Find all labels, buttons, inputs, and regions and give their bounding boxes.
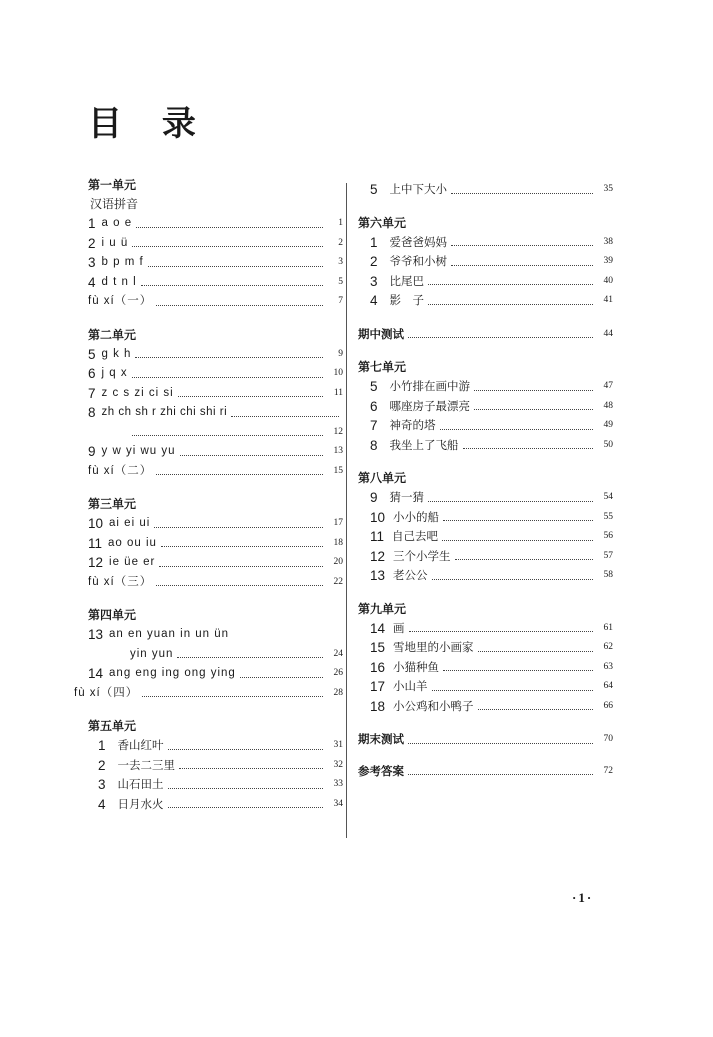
dot-leader: [168, 788, 323, 789]
entry-page: 22: [333, 576, 343, 587]
entry-page: 38: [603, 236, 613, 247]
entry-page: 56: [603, 531, 613, 541]
dot-leader: [142, 696, 323, 697]
entry-title: fù xí（一）: [88, 295, 153, 307]
dot-leader: [440, 429, 593, 430]
dot-leader: [408, 743, 593, 744]
entry-title: 老公公: [393, 568, 428, 582]
dot-leader: [408, 337, 593, 338]
entry-page: 61: [603, 622, 613, 633]
toc-entry[interactable]: [358, 180, 613, 200]
entry-number: 7: [370, 418, 378, 433]
entry-page: 49: [603, 420, 613, 430]
entry-page: 66: [603, 700, 613, 711]
entry-title: ai ei ui: [109, 517, 151, 529]
dot-leader: [156, 585, 323, 586]
entry-number: 4: [88, 274, 96, 290]
entry-page: 2: [338, 237, 343, 248]
dot-leader: [455, 559, 593, 560]
entry-title: 山石田土: [117, 777, 164, 791]
entry-title: 三个小学生: [393, 548, 451, 563]
entry-page: 18: [333, 537, 343, 548]
entry-title: 神奇的塔: [389, 418, 436, 432]
entry-page: 3: [338, 257, 343, 267]
entry-title: b p m f: [101, 256, 144, 268]
toc-entry[interactable]: [358, 436, 613, 456]
entry-title: zh ch sh r zhi chi shi ri: [101, 406, 228, 418]
entry-title: 雪地里的小画家: [393, 640, 474, 654]
entry-title: 爱爸爸妈妈: [389, 234, 448, 249]
dot-leader: [161, 546, 323, 547]
entry-number: 14: [88, 666, 104, 681]
entry-page: 64: [603, 681, 613, 691]
toc-entry[interactable]: [88, 403, 343, 423]
toc-entry[interactable]: [358, 397, 613, 417]
unit-heading: 第九单元: [358, 601, 407, 616]
toc-entry[interactable]: [358, 272, 613, 292]
entry-page: 28: [333, 687, 343, 698]
dot-leader: [451, 265, 593, 266]
entry-number: 11: [88, 535, 103, 551]
dot-leader: [478, 651, 593, 652]
dot-leader: [432, 579, 593, 580]
dot-leader: [168, 807, 323, 808]
entry-number: 14: [370, 620, 386, 636]
entry-number: 9: [88, 444, 96, 459]
entry-title: z c s zi ci si: [101, 386, 174, 399]
dot-leader: [135, 357, 323, 358]
entry-page: 62: [603, 642, 613, 652]
entry-number: 6: [88, 366, 96, 381]
entry-title: 小公鸡和小鸭子: [393, 698, 474, 713]
entry-title: 期末测试: [358, 732, 404, 746]
dot-leader: [177, 657, 323, 658]
unit-heading: 第一单元: [88, 178, 137, 192]
dot-leader: [180, 455, 323, 456]
entry-title: 画: [393, 620, 405, 635]
toc-entry[interactable]: [358, 527, 613, 547]
entry-page: 31: [333, 740, 343, 750]
entry-title: 小竹排在画中游: [389, 379, 471, 393]
unit-heading: 第四单元: [88, 608, 137, 622]
entry-page: 48: [603, 400, 613, 411]
dot-leader: [178, 396, 323, 397]
toc-entry[interactable]: [88, 462, 343, 482]
entry-page: 72: [603, 765, 613, 776]
entry-page: 33: [333, 779, 343, 789]
dot-leader: [231, 416, 339, 417]
dot-leader: [451, 193, 593, 194]
entry-page: 5: [338, 276, 343, 287]
toc-left-column: [74, 176, 343, 814]
toc-entry[interactable]: [88, 384, 343, 404]
entry-page: 1: [338, 218, 343, 228]
entry-page: 15: [333, 465, 343, 476]
toc-entry[interactable]: [88, 736, 343, 756]
toc-entry[interactable]: [88, 795, 343, 815]
dot-leader: [240, 677, 323, 678]
dot-leader: [463, 448, 593, 449]
toc-entry[interactable]: [358, 566, 613, 586]
toc-entry[interactable]: [88, 775, 343, 795]
entry-page: 7: [338, 296, 343, 306]
toc-entry[interactable]: [358, 416, 613, 436]
entry-number: 5: [370, 182, 378, 197]
entry-title: 爷爷和小树: [389, 254, 448, 268]
entry-page: 24: [333, 648, 343, 659]
toc-entry[interactable]: [358, 508, 613, 528]
dot-leader: [474, 409, 593, 410]
toc-entry[interactable]: [88, 364, 343, 384]
entry-title: 小猫种鱼: [393, 659, 440, 674]
dot-leader: [409, 631, 593, 632]
toc-entry[interactable]: [358, 233, 613, 253]
toc-entry-continuation[interactable]: [88, 645, 343, 665]
entry-title: 小山羊: [393, 679, 428, 693]
unit-heading: 第八单元: [358, 471, 407, 485]
dot-leader: [132, 246, 323, 247]
unit-heading: 第七单元: [358, 360, 407, 374]
entry-title: 参考答案: [358, 763, 404, 778]
entry-page: 9: [338, 348, 343, 359]
toc-entry[interactable]: [358, 252, 613, 272]
entry-title: fù xí（二）: [88, 464, 153, 477]
entry-page: 70: [603, 734, 613, 744]
toc-entry[interactable]: [88, 273, 343, 293]
entry-page: 40: [603, 275, 613, 286]
entry-page: 12: [333, 426, 343, 437]
unit-heading: 第六单元: [358, 215, 407, 230]
entry-title: g k h: [101, 347, 132, 360]
dot-leader: [148, 266, 323, 267]
dot-leader: [156, 474, 323, 475]
entry-number: 5: [88, 346, 96, 362]
unit-heading: 第三单元: [88, 497, 137, 511]
entry-number: 12: [370, 548, 386, 564]
entry-title: 我坐上了飞船: [389, 437, 459, 452]
toc-entry[interactable]: [88, 553, 343, 573]
toc-entry[interactable]: [88, 756, 343, 776]
dot-leader: [136, 227, 323, 228]
dot-leader: [156, 305, 323, 306]
toc-entry[interactable]: [88, 345, 343, 365]
toc-entry[interactable]: [88, 234, 343, 254]
entry-number: 8: [370, 437, 378, 453]
entry-page: 41: [603, 295, 613, 305]
toc-entry[interactable]: [358, 291, 613, 311]
entry-page: 20: [333, 557, 343, 567]
entry-title: 猜一猜: [389, 490, 425, 504]
toc-entry[interactable]: [88, 214, 343, 234]
entry-number: 2: [98, 757, 106, 773]
entry-number: 1: [370, 234, 378, 250]
entry-title: 期中测试: [358, 326, 404, 341]
dot-leader: [478, 709, 593, 710]
dot-leader: [154, 527, 323, 528]
toc-entry[interactable]: [358, 638, 613, 658]
entry-number: 8: [88, 405, 96, 420]
toc-entry[interactable]: [358, 488, 613, 508]
dot-leader: [141, 285, 323, 286]
entry-title: an en yuan in un ün: [109, 628, 230, 640]
entry-page: 39: [603, 256, 613, 266]
entry-number: 13: [88, 627, 104, 642]
entry-title: ao ou iu: [108, 536, 157, 549]
entry-number: 4: [98, 796, 106, 812]
entry-number: 3: [370, 273, 378, 289]
dot-leader: [132, 435, 323, 436]
dot-leader: [179, 768, 323, 769]
entry-page: 35: [603, 184, 613, 194]
dot-leader: [408, 774, 593, 775]
entry-number: 13: [370, 568, 386, 583]
entry-page: 44: [603, 328, 613, 339]
toc-entry-answers[interactable]: [358, 762, 613, 782]
toc-entry[interactable]: [88, 534, 343, 554]
entry-title: i u ü: [101, 236, 129, 249]
entry-title: fù xí（三）: [88, 575, 153, 588]
dot-leader: [443, 520, 593, 521]
toc-entry[interactable]: [74, 684, 343, 704]
unit-heading: 第五单元: [88, 719, 137, 733]
entry-page: 10: [333, 368, 343, 378]
dot-leader: [132, 377, 323, 378]
toc-entry[interactable]: [88, 664, 343, 684]
toc-entry[interactable]: [88, 253, 343, 273]
toc-entry[interactable]: [88, 573, 343, 593]
entry-number: 2: [370, 254, 378, 269]
entry-title: y w yi wu yu: [101, 445, 176, 457]
entry-number: 10: [88, 516, 104, 531]
entry-title: ie üe er: [109, 556, 156, 568]
entry-title: 日月水火: [117, 796, 164, 811]
entry-page: 47: [603, 381, 613, 391]
entry-number: 6: [370, 398, 378, 414]
toc-entry-final-exam[interactable]: [358, 730, 613, 750]
unit-heading: 第二单元: [88, 327, 137, 342]
toc-entry[interactable]: [88, 514, 343, 534]
toc-right-column: [358, 180, 613, 781]
entry-page: 17: [333, 518, 343, 528]
entry-title-cont: yin yun: [130, 647, 174, 660]
dot-leader: [168, 749, 323, 750]
page-title: 目 录: [88, 104, 210, 144]
entry-number: 15: [370, 640, 386, 655]
entry-number: 5: [370, 379, 378, 394]
toc-entry[interactable]: [358, 658, 613, 678]
dot-leader: [428, 501, 593, 502]
entry-page: 54: [603, 492, 613, 502]
entry-number: 1: [88, 216, 96, 231]
entry-title: 比尾巴: [389, 273, 425, 288]
entry-page: 63: [603, 661, 613, 672]
entry-page: 13: [333, 446, 343, 456]
entry-page: 11: [333, 387, 343, 398]
entry-title: 一去二三里: [117, 757, 176, 772]
dot-leader: [442, 540, 593, 541]
dot-leader: [428, 304, 593, 305]
toc-entry[interactable]: [358, 377, 613, 397]
entry-number: 4: [370, 293, 378, 308]
toc-entry[interactable]: [358, 547, 613, 567]
dot-leader: [474, 390, 593, 391]
entry-number: 11: [370, 529, 385, 544]
sub-heading: 汉语拼音: [90, 197, 139, 211]
toc-entry[interactable]: [88, 292, 343, 312]
entry-title: d t n l: [101, 275, 137, 288]
column-divider: [346, 183, 347, 838]
entry-number: 10: [370, 509, 386, 525]
entry-number: 3: [88, 255, 96, 270]
entry-title: 上中下大小: [389, 182, 448, 196]
entry-number: 9: [370, 490, 378, 505]
entry-title: j q x: [101, 367, 128, 379]
entry-page: 55: [603, 511, 613, 522]
entry-page: 57: [603, 550, 613, 561]
dot-leader: [443, 670, 593, 671]
entry-page: 58: [603, 570, 613, 580]
entry-number: 2: [88, 235, 96, 251]
entry-title: 香山红叶: [117, 738, 164, 752]
entry-page: 50: [603, 439, 613, 450]
entry-title: 影 子: [389, 293, 425, 307]
entry-number: 17: [370, 679, 386, 694]
entry-title: 哪座房子最漂亮: [389, 398, 471, 413]
entry-title: a o e: [101, 217, 133, 229]
entry-title: 自己去吧: [392, 529, 439, 543]
entry-number: 16: [370, 659, 386, 675]
toc-entry[interactable]: [88, 442, 343, 462]
entry-title: 小小的船: [393, 509, 440, 524]
entry-page: 26: [333, 668, 343, 678]
dot-leader: [428, 284, 593, 285]
entry-number: 3: [98, 777, 106, 792]
entry-page: 34: [333, 798, 343, 809]
toc-entry-midterm[interactable]: [358, 325, 613, 345]
entry-title: ang eng ing ong ying: [109, 667, 236, 679]
entry-number: 7: [88, 385, 96, 401]
entry-number: 1: [98, 738, 106, 753]
entry-page: 32: [333, 759, 343, 770]
dot-leader: [159, 566, 323, 567]
toc-entry[interactable]: [358, 619, 613, 639]
toc-entry[interactable]: [358, 677, 613, 697]
page-number: ·1·: [572, 890, 594, 905]
entry-number: 18: [370, 698, 386, 714]
dot-leader: [451, 245, 593, 246]
entry-title: fù xí（四）: [74, 686, 139, 699]
toc-entry[interactable]: [88, 625, 343, 645]
dot-leader: [432, 690, 593, 691]
toc-entry-continuation[interactable]: [88, 423, 343, 443]
entry-number: 12: [88, 555, 104, 570]
toc-entry[interactable]: [358, 697, 613, 717]
